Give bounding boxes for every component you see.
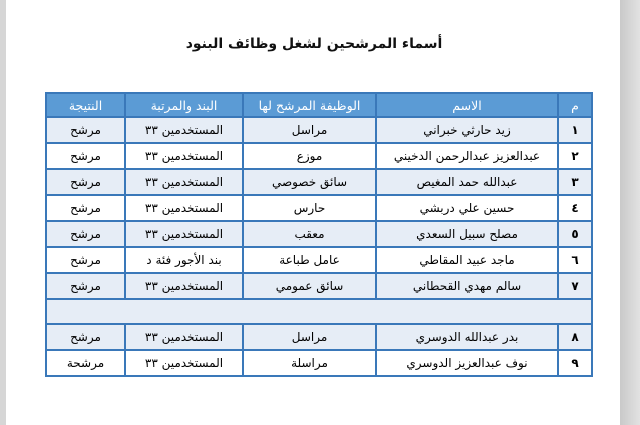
header-num: م xyxy=(558,93,592,117)
table-header-row xyxy=(46,93,592,117)
row-num: ٩ xyxy=(558,350,592,376)
row-result: مرشح xyxy=(46,143,125,169)
row-name: عبدالله حمد المغيص xyxy=(376,169,558,195)
row-job: معقب xyxy=(243,221,376,247)
table-row xyxy=(46,324,592,350)
row-grade: المستخدمين ٣٣ xyxy=(125,143,243,169)
row-result: مرشح xyxy=(46,221,125,247)
row-name: عبدالعزيز عبدالرحمن الدخيني xyxy=(376,143,558,169)
row-grade: المستخدمين ٣٣ xyxy=(125,221,243,247)
row-name: بدر عبدالله الدوسري xyxy=(376,324,558,350)
header-grade: البند والمرتبة xyxy=(125,93,243,117)
row-result: مرشح xyxy=(46,169,125,195)
row-num: ٧ xyxy=(558,273,592,299)
table-row xyxy=(46,117,592,143)
page-edge-shadow xyxy=(620,0,640,425)
spacer-row xyxy=(46,299,592,324)
row-name: مصلح سبيل السعدي xyxy=(376,221,558,247)
row-job: سائق عمومي xyxy=(243,273,376,299)
header-job: الوظيفة المرشح لها xyxy=(243,93,376,117)
row-num: ٦ xyxy=(558,247,592,273)
row-result: مرشح xyxy=(46,247,125,273)
row-name: نوف عبدالعزيز الدوسري xyxy=(376,350,558,376)
row-num: ١ xyxy=(558,117,592,143)
row-name: زيد حارثي خبراني xyxy=(376,117,558,143)
table-row xyxy=(46,221,592,247)
row-grade: المستخدمين ٣٣ xyxy=(125,117,243,143)
table-row xyxy=(46,195,592,221)
row-grade: المستخدمين ٣٣ xyxy=(125,273,243,299)
header-name: الاسم xyxy=(376,93,558,117)
row-num: ٥ xyxy=(558,221,592,247)
row-job: عامل طباعة xyxy=(243,247,376,273)
row-grade: المستخدمين ٣٣ xyxy=(125,169,243,195)
row-job: مراسل xyxy=(243,117,376,143)
row-num: ٨ xyxy=(558,324,592,350)
table-row xyxy=(46,169,592,195)
row-grade: المستخدمين ٣٣ xyxy=(125,350,243,376)
candidates-table xyxy=(45,92,593,377)
row-job: مراسلة xyxy=(243,350,376,376)
row-num: ٢ xyxy=(558,143,592,169)
row-grade: بند الأجور فئة د xyxy=(125,247,243,273)
row-grade: المستخدمين ٣٣ xyxy=(125,195,243,221)
row-job: سائق خصوصي xyxy=(243,169,376,195)
row-num: ٤ xyxy=(558,195,592,221)
table-row xyxy=(46,350,592,376)
table-row xyxy=(46,143,592,169)
row-num: ٣ xyxy=(558,169,592,195)
row-job: موزع xyxy=(243,143,376,169)
header-result: النتيجة xyxy=(46,93,125,117)
row-name: سالم مهدي القحطاني xyxy=(376,273,558,299)
row-result: مرشح xyxy=(46,324,125,350)
table-row xyxy=(46,273,592,299)
row-job: حارس xyxy=(243,195,376,221)
row-grade: المستخدمين ٣٣ xyxy=(125,324,243,350)
table-row xyxy=(46,247,592,273)
spacer-cell xyxy=(46,299,592,324)
row-name: حسين علي دربشي xyxy=(376,195,558,221)
row-name: ماجد عبيد المقاطي xyxy=(376,247,558,273)
row-result: مرشحة xyxy=(46,350,125,376)
page-title: أسماء المرشحين لشغل وظائف البنود xyxy=(185,36,443,52)
row-result: مرشح xyxy=(46,195,125,221)
row-job: مراسل xyxy=(243,324,376,350)
row-result: مرشح xyxy=(46,117,125,143)
row-result: مرشح xyxy=(46,273,125,299)
